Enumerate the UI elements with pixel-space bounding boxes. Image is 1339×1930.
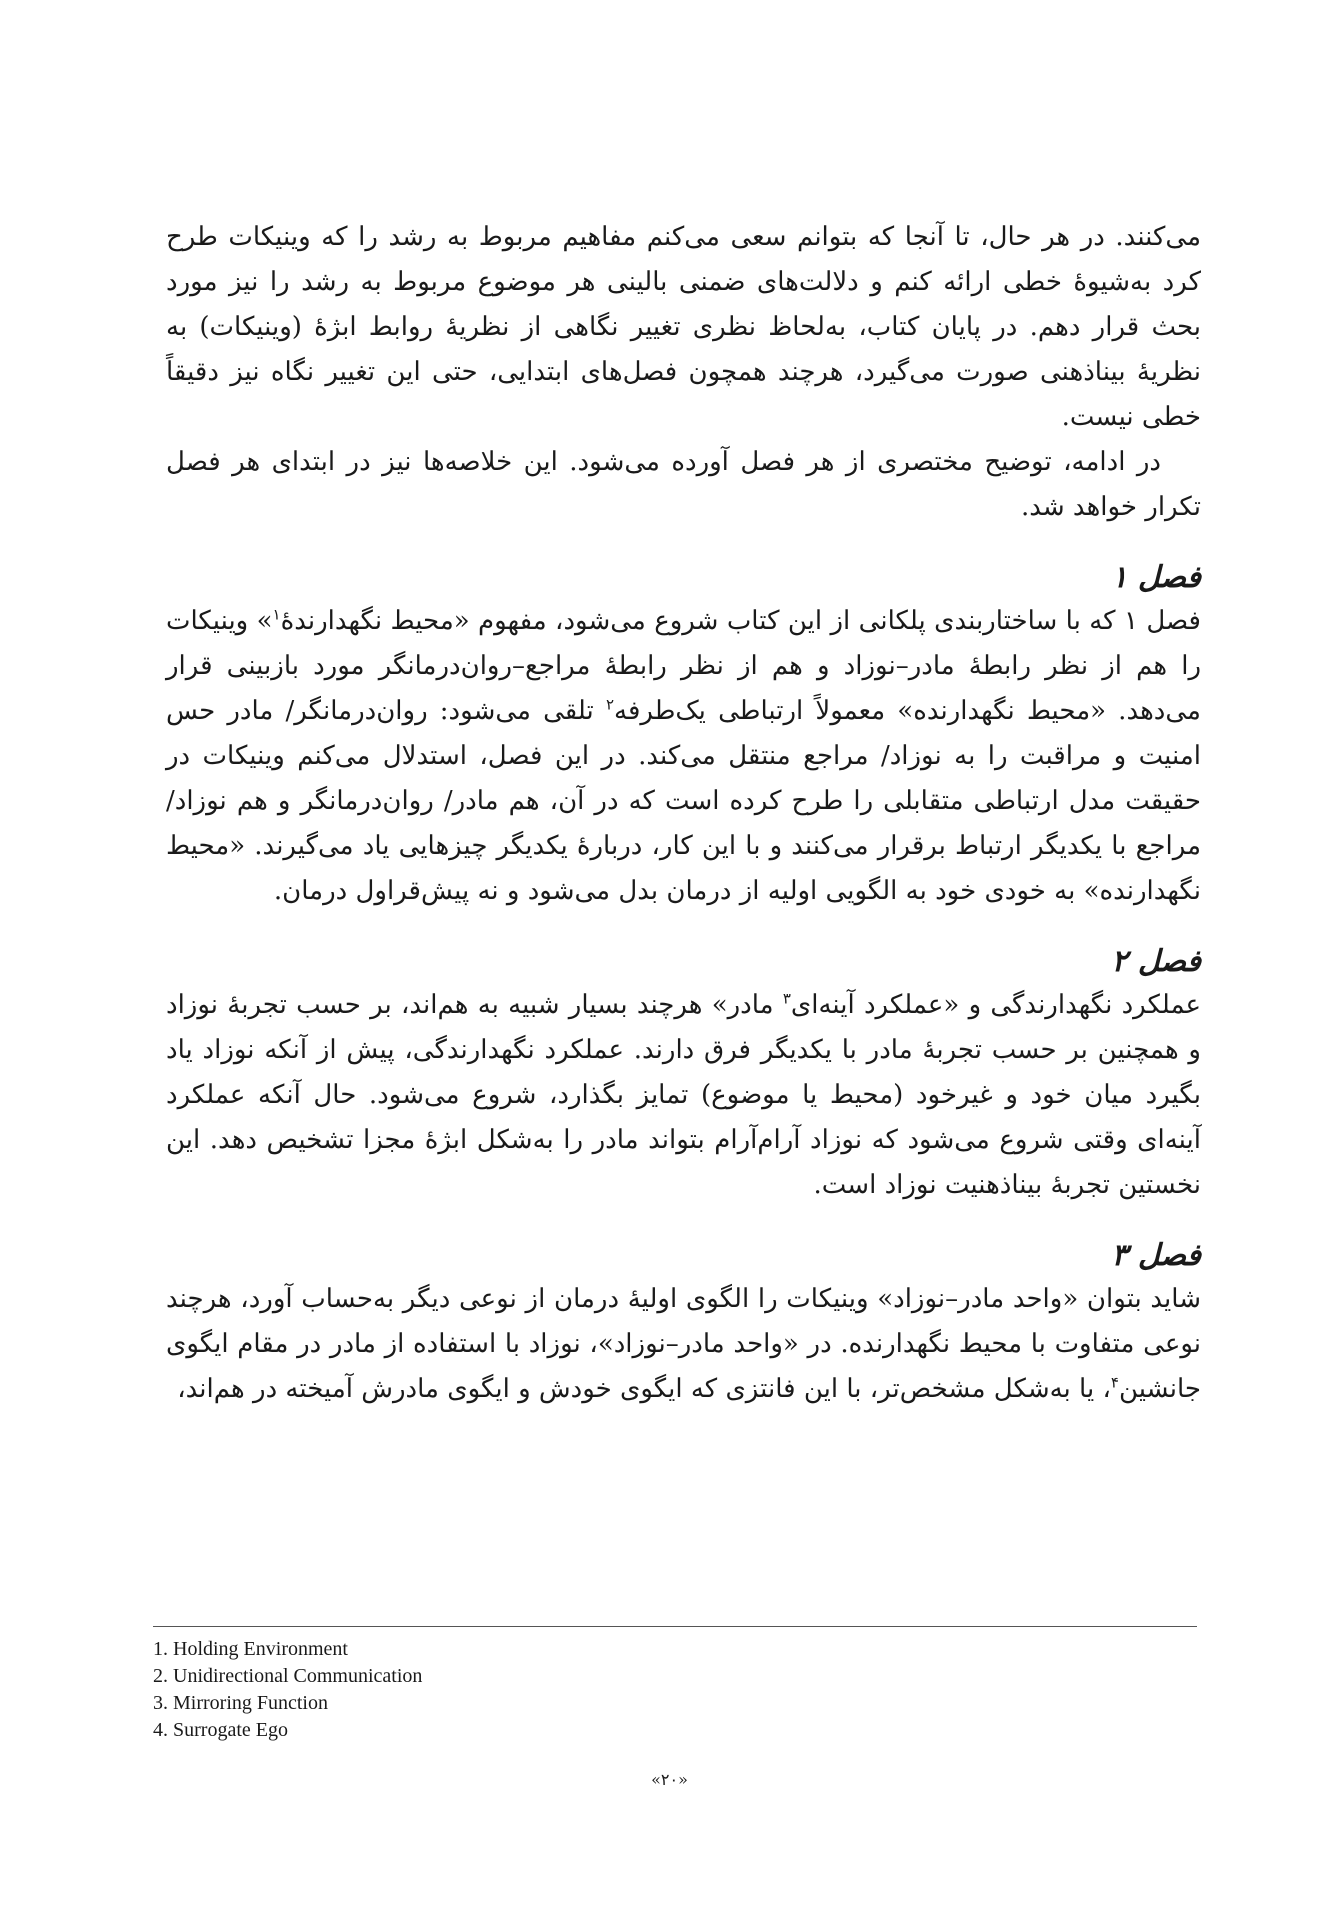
chapter-3-heading: فصل ۳ — [1111, 1238, 1201, 1273]
chapter-1-paragraph — [166, 599, 1201, 914]
footnote-3: 3. Mirroring Function — [153, 1692, 328, 1714]
intro-paragraph-2: در ادامه، توضیح مختصری از هر فصل آورده می‌شود. این خلاصه‌ها نیز در ابتدای هر فصل تکرار خواهد شد. — [166, 447, 1201, 522]
chapter-1-text-part-1: فصل ۱ که با ساختاربندی پلکانی از این کتاب شروع می‌شود، مفهوم «محیط نگهدارندهٔ — [280, 606, 1201, 636]
footnote-2: 2. Unidirectional Communication — [153, 1665, 423, 1687]
footnote-ref-1: ۱ — [272, 605, 281, 624]
footnote-divider — [153, 1626, 1197, 1627]
intro-paragraph-1: می‌کنند. در هر حال، تا آنجا که بتوانم سعی می‌کنم مفاهیم مربوط به رشد را که وینیکات طرح کرد به‌شیوهٔ خطی ارائه کنم و دلالت‌های ضمنی بالینی هر موضوع مربوط به رشد را نیز مورد بحث قرار دهم. در پایان کتاب، به‌لحاظ نظری تغییر نگاهی از نظریهٔ روابط ابژهٔ (وینیکات) به نظریهٔ بیناذهنی صورت می‌گیرد، هرچند همچون فصل‌های ابتدایی، حتی این تغییر نگاه نیز دقیقاً خطی نیست. — [166, 222, 1201, 432]
chapter-2-text-part-2: مادر» هرچند بسیار شبیه به هم‌اند، بر حسب تجربهٔ نوزاد و همچنین بر حسب تجربهٔ مادر با یکدیگر فرق دارند. عملکرد نگهدارندگی، پیش از آنکه نوزاد یاد بگیرد میان خود و غیرخود (محیط یا موضوع) تمایز بگذارد، شروع می‌شود. حال آنکه عملکرد آینه‌ای وقتی شروع می‌شود که نوزاد آرام‌آرام بتواند مادر را به‌شکل ابژهٔ مجزا تشخیص دهد. این نخستین تجربهٔ بیناذهنیت نوزاد است. — [166, 990, 1201, 1200]
chapter-3-paragraph — [166, 1277, 1201, 1412]
chapter-1-text-part-3: تلقی می‌شود: روان‌درمانگر/ مادر حس امنیت و مراقبت را به نوزاد/ مراجع منتقل می‌کند. در این فصل، استدلال می‌کنم وینیکات در حقیقت مدل ارتباطی متقابلی را طرح کرده است که در آن، هم مادر/ روان‌درمانگر و هم نوزاد/ مراجع با یکدیگر ارتباط برقرار می‌کنند و با این کار، دربارهٔ یکدیگر چیزهایی یاد می‌گیرند. «محیط نگهدارنده» به خودی خود به الگویی اولیه از درمان بدل می‌شود و نه پیش‌قراول درمان. — [166, 696, 1201, 906]
chapter-2-heading: فصل ۲ — [1111, 944, 1201, 979]
chapter-1-text-part-2: » وینیکات را هم از نظر رابطهٔ مادر–نوزاد و هم از نظر رابطهٔ مراجع–روان‌درمانگر مورد بازبینی قرار می‌دهد. «محیط نگهدارنده» معمولاً ارتباطی یک‌طرفه — [166, 606, 1201, 726]
chapter-3-text-part-2: ، یا به‌شکل مشخص‌تر، با این فانتزی که ایگوی خودش و ایگوی مادرش آمیخته در هم‌اند، — [177, 1374, 1111, 1404]
footnote-ref-2: ۲ — [605, 695, 614, 714]
footnote-ref-3: ۳ — [782, 989, 791, 1008]
footnote-1: 1. Holding Environment — [153, 1638, 348, 1660]
chapter-2-text-part-1: عملکرد نگهدارندگی و «عملکرد آینه‌ای — [790, 990, 1202, 1020]
chapter-2-paragraph — [166, 983, 1201, 1208]
page-number: «۲۰» — [651, 1770, 688, 1789]
chapter-1-heading: فصل ۱ — [1111, 560, 1201, 595]
footnotes — [153, 1636, 422, 1744]
footnote-4: 4. Surrogate Ego — [153, 1719, 288, 1741]
chapter-3-text-part-1: شاید بتوان «واحد مادر–نوزاد» وینیکات را الگوی اولیهٔ درمان از نوعی دیگر به‌حساب آورد، هرچند نوعی متفاوت با محیط نگهدارنده. در «واحد مادر–نوزاد»، نوزاد با استفاده از مادر در مقام ایگوی جانشین — [166, 1284, 1201, 1404]
page-body — [166, 215, 1201, 1412]
footnote-ref-4: ۴ — [1110, 1373, 1119, 1392]
